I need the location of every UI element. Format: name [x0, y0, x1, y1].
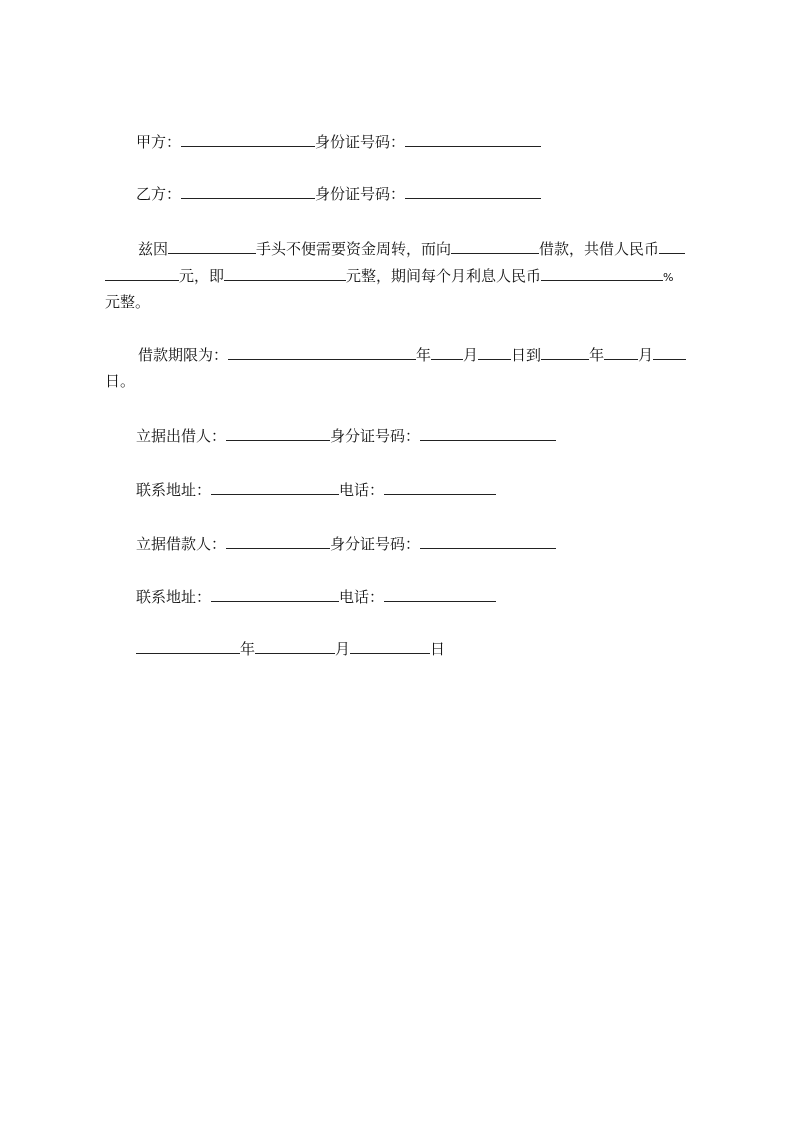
p1-amount-blank-b[interactable]	[105, 266, 179, 281]
date-year: 年	[240, 640, 256, 658]
term-day1-blank[interactable]	[478, 345, 511, 360]
term-line2	[105, 371, 135, 391]
date-day: 日	[430, 640, 446, 658]
p1-amount-blank-a[interactable]	[659, 239, 685, 254]
party-b-id-blank[interactable]	[405, 184, 541, 199]
lender-name-blank[interactable]	[226, 426, 330, 441]
party-a-name-blank[interactable]	[181, 132, 315, 147]
term-year2-blank[interactable]	[541, 345, 589, 360]
paragraph1-line1	[138, 239, 685, 259]
borrower-phone-blank[interactable]	[384, 587, 496, 602]
p1-text-2: 手头不便需要资金周转，而向	[256, 240, 452, 258]
term-day2-blank[interactable]	[653, 345, 686, 360]
date-month: 月	[335, 640, 351, 658]
date-day-blank[interactable]	[350, 639, 430, 654]
borrower-address-blank[interactable]	[211, 587, 339, 602]
p1-text-7: 元整。	[105, 293, 151, 311]
p1-text-5: 元整，期间每个月利息人民币	[346, 267, 542, 285]
borrower-address-label: 联系地址：	[136, 588, 212, 606]
p1-reason-blank[interactable]	[168, 239, 256, 254]
lender-phone-blank[interactable]	[384, 480, 496, 495]
term-month1-blank[interactable]	[431, 345, 463, 360]
borrower-id-blank[interactable]	[420, 534, 556, 549]
lender-address-blank[interactable]	[211, 480, 339, 495]
borrower-line	[136, 534, 556, 554]
party-b-label: 乙方：	[136, 185, 182, 203]
date-month-blank[interactable]	[255, 639, 335, 654]
borrower-name-blank[interactable]	[226, 534, 330, 549]
party-b-id-label: 身份证号码：	[315, 185, 406, 203]
term-year-1: 年	[416, 346, 432, 364]
party-b-line	[136, 184, 541, 204]
term-day-end: 日。	[105, 372, 136, 390]
p1-percent: %	[663, 271, 674, 284]
term-label: 借款期限为：	[138, 346, 229, 364]
party-b-name-blank[interactable]	[181, 184, 315, 199]
p1-text-4: 元，即	[179, 267, 225, 285]
term-month2-blank[interactable]	[604, 345, 638, 360]
borrower-phone-label: 电话：	[339, 588, 385, 606]
lender-id-label: 身分证号码：	[330, 427, 421, 445]
term-month-2: 月	[638, 346, 654, 364]
party-a-label: 甲方：	[136, 133, 182, 151]
term-year-2: 年	[589, 346, 605, 364]
paragraph1-line3	[105, 292, 150, 312]
lender-line	[136, 426, 556, 446]
date-year-blank[interactable]	[136, 639, 240, 654]
party-a-line	[136, 132, 541, 152]
term-line1	[138, 345, 686, 365]
borrower-contact-line	[136, 587, 496, 607]
borrower-id-label: 身分证号码：	[330, 535, 421, 553]
p1-text-3: 借款，共借人民币	[539, 240, 660, 258]
lender-contact-line	[136, 480, 496, 500]
p1-capital-amount-blank[interactable]	[224, 266, 346, 281]
term-day-to: 日到	[511, 346, 542, 364]
lender-address-label: 联系地址：	[136, 481, 212, 499]
borrower-label: 立据借款人：	[136, 535, 227, 553]
p1-lender-blank[interactable]	[451, 239, 539, 254]
lender-id-blank[interactable]	[420, 426, 556, 441]
party-a-id-blank[interactable]	[405, 132, 541, 147]
lender-label: 立据出借人：	[136, 427, 227, 445]
paragraph1-line2	[105, 266, 673, 288]
p1-interest-blank[interactable]	[541, 266, 663, 281]
date-line	[136, 639, 445, 659]
term-start-blank[interactable]	[228, 345, 416, 360]
term-month-1: 月	[463, 346, 479, 364]
lender-phone-label: 电话：	[339, 481, 385, 499]
party-a-id-label: 身份证号码：	[315, 133, 406, 151]
p1-text-1: 兹因	[138, 240, 169, 258]
